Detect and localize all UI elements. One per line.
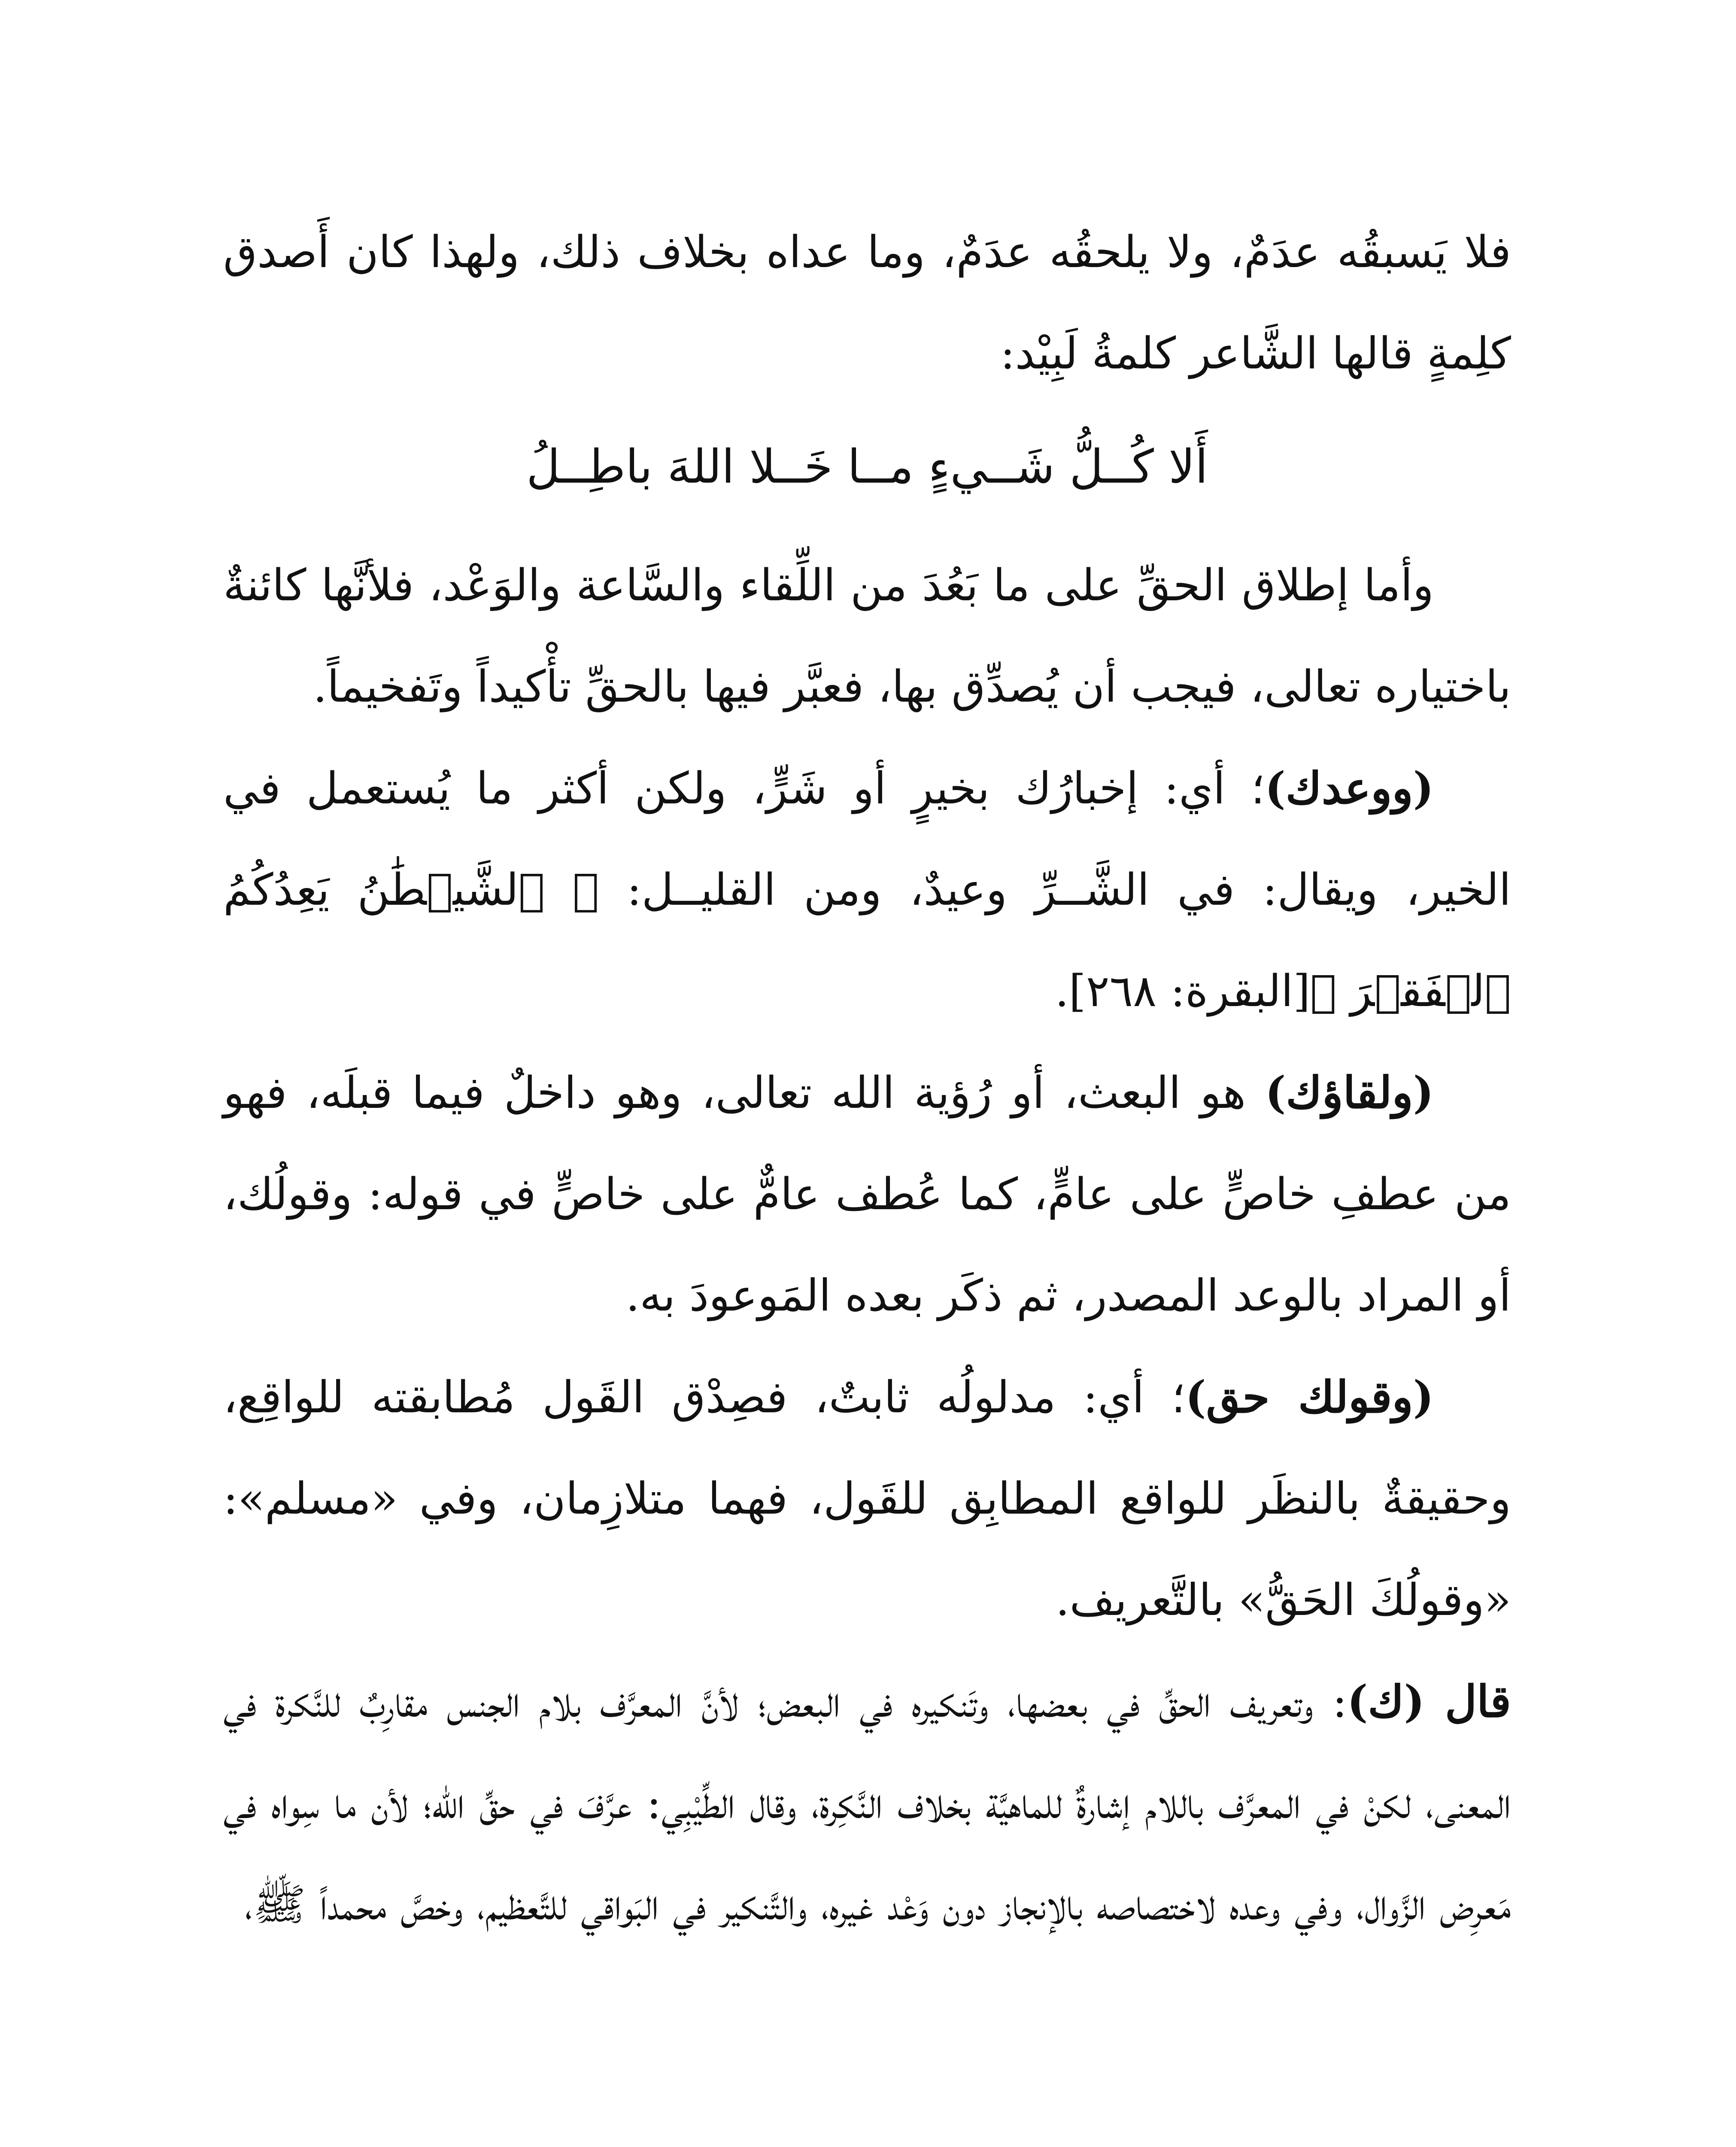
paragraph xyxy=(223,1347,1511,1651)
text-run: [البقرة: ٢٦٨]. xyxy=(1055,966,1311,1017)
text-run: : وتعريف الحقِّ في بعضها، وتَنكيره في البعض؛ لأنَّ المعرَّف بلام الجنس مقارِبٌ للنَّكرة في المعنى، لكنْ في المعرَّف باللام إشارةٌ للماهيَّة بخلاف النَّكِرة، وقال الطِّيْبِي: عرَّفَ في حقِّ الله؛ لأن ما سِواه في مَعرِض الزَّوال، وفي وعده لاختصاصه بالإنجاز دون وَعْد غيره، والتَّنكير في البَواقي للتَّعظيم، وخصَّ محمداً ﷺ، xyxy=(223,1676,1511,1930)
paragraph xyxy=(223,1651,1511,1955)
bold-heading-term: (وقولك حق) xyxy=(1185,1372,1434,1423)
text-run: فلا يَسبقُه عدَمٌ، ولا يلحقُه عدَمٌ، وما عداه بخلاف ذلك، ولهذا كان أَصدق كلِمةٍ قالها الشَّاعر كلمةُ لَبِيْد: xyxy=(223,227,1511,379)
body-text xyxy=(223,202,1511,1955)
verse-line xyxy=(223,404,1511,535)
quran-quote: ﴿ ٱلشَّيۡطَٰنُ يَعِدُكُمُ ٱلۡفَقۡرَ ﴾ xyxy=(223,864,1511,1017)
text-run: أَلا كُــلُّ شَــيءٍ مــا خَــلا اللهَ باطِــلُ xyxy=(526,440,1208,494)
bold-heading-term: (ووعدك) xyxy=(1265,763,1434,814)
paragraph xyxy=(223,738,1511,1042)
text-run: هو البعث، أو رُؤية الله تعالى، وهو داخلٌ فيما قبلَه، فهو من عطفِ خاصٍّ على عامٍّ، كما عُطف عامٌّ على خاصٍّ في قوله: وقولُك، أو المراد بالوعد المصدر، ثم ذكَر بعده المَوعودَ به. xyxy=(223,1067,1511,1321)
text-run: ؛ أي: مدلولُه ثابتٌ، فصِدْق القَول مُطابقته للواقِع، وحقيقةٌ بالنظَر للواقع المطابِق للقَول، فهما متلازِمان، وفي «مسلم»: «وقولُكَ الحَقُّ» بالتَّعريف. xyxy=(223,1372,1511,1626)
bold-heading-term: (ولقاؤك) xyxy=(1265,1067,1434,1119)
paragraph xyxy=(223,202,1511,404)
paragraph xyxy=(223,1042,1511,1347)
text-run: وأما إطلاق الحقِّ على ما بَعُدَ من اللِّقاء والسَّاعة والوَعْد، فلأنَّها كائنةٌ باختياره تعالى، فيجب أن يُصدِّق بها، فعبَّر فيها بالحقِّ تأْكيداً وتَفخيماً. xyxy=(223,560,1511,712)
bold-heading-term: قال (ك) xyxy=(1347,1676,1511,1727)
text-run: ؛ أي: إخبارُك بخيرٍ أو شَرٍّ، ولكن أكثر ما يُستعمل في الخير، ويقال: في الشَّــرِّ وعيدٌ، ومن القليــل: xyxy=(223,763,1511,915)
paragraph xyxy=(223,535,1511,738)
